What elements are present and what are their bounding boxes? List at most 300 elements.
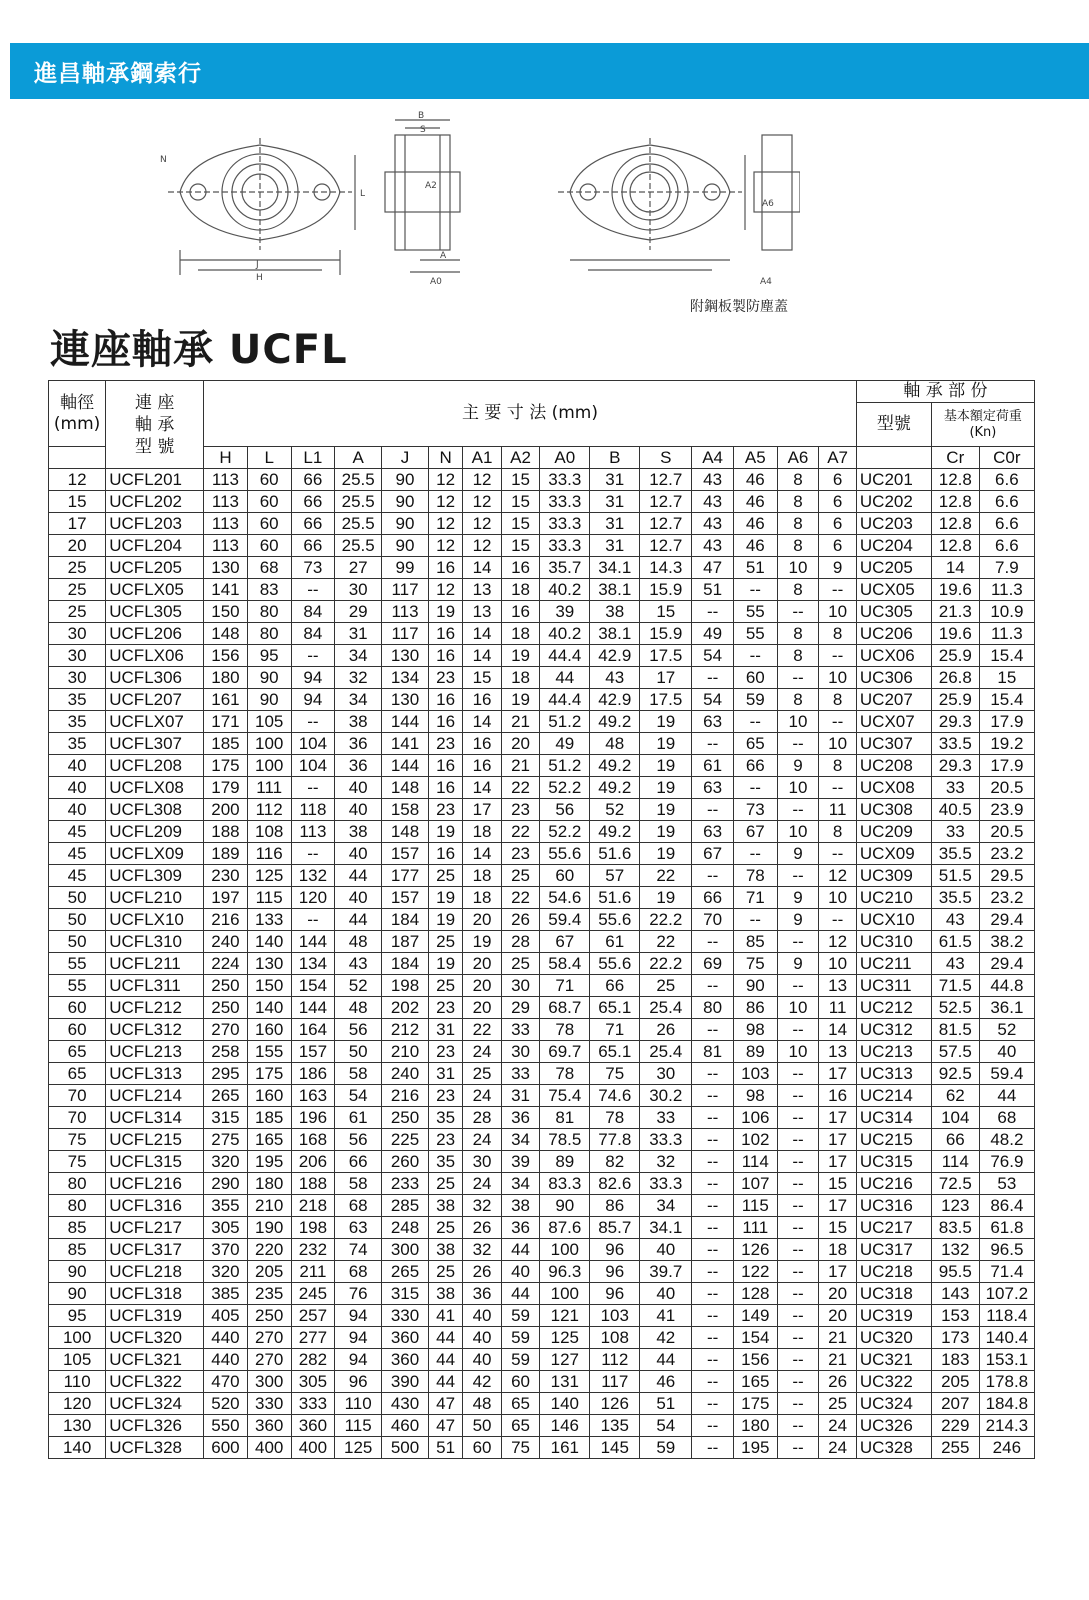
table-cell: 16 (428, 645, 462, 667)
table-row (49, 1283, 1035, 1305)
table-cell: 110 (49, 1371, 106, 1393)
table-cell: -- (692, 1107, 734, 1129)
table-cell: 83 (247, 579, 291, 601)
table-cell: 248 (382, 1217, 429, 1239)
table-cell: 8 (819, 821, 857, 843)
table-cell: 104 (291, 755, 335, 777)
table-cell: 35 (428, 1151, 462, 1173)
table-cell: 128 (733, 1283, 777, 1305)
table-cell: 187 (382, 931, 429, 953)
bearing-model-cell: UC322 (856, 1371, 931, 1393)
model-cell: UCFL317 (106, 1239, 204, 1261)
table-cell: 9 (777, 843, 819, 865)
table-cell: 68.7 (540, 997, 590, 1019)
load-rating-label: 基本額定荷重 (943, 408, 1022, 424)
table-cell: 12 (463, 469, 502, 491)
table-cell: 44 (428, 1327, 462, 1349)
table-cell: 55 (733, 601, 777, 623)
shaft-header-label: 軸徑 (60, 392, 95, 413)
model-cell: UCFLX06 (106, 645, 204, 667)
table-cell: 120 (49, 1393, 106, 1415)
table-cell: 52 (979, 1019, 1034, 1041)
table-row (49, 1217, 1035, 1239)
table-cell: -- (291, 711, 335, 733)
table-cell: 44 (640, 1349, 692, 1371)
table-cell: 60 (49, 997, 106, 1019)
table-cell: 62 (931, 1085, 979, 1107)
model-cell: UCFL305 (106, 601, 204, 623)
table-cell: 65 (501, 1415, 540, 1437)
table-cell: 26 (463, 1261, 502, 1283)
load-rating-unit: (Kn) (969, 424, 997, 440)
table-cell: 305 (291, 1371, 335, 1393)
table-cell: 270 (247, 1327, 291, 1349)
bearing-model-cell: UC217 (856, 1217, 931, 1239)
model-cell: UCFL201 (106, 469, 204, 491)
table-cell: 184 (382, 953, 429, 975)
table-cell: 34 (335, 689, 382, 711)
table-cell: 36 (501, 1217, 540, 1239)
dim-header: A2 (501, 447, 540, 469)
table-cell: 71 (590, 1019, 640, 1041)
table-cell: 18 (819, 1239, 857, 1261)
table-cell: 23 (428, 1085, 462, 1107)
table-cell: 25 (463, 1063, 502, 1085)
table-cell: 156 (204, 645, 248, 667)
table-cell: 60 (463, 1437, 502, 1459)
model-cell: UCFL306 (106, 667, 204, 689)
table-cell: 40.2 (540, 623, 590, 645)
table-row (49, 1107, 1035, 1129)
table-cell: -- (692, 1239, 734, 1261)
table-cell: 63 (692, 777, 734, 799)
table-cell: 125 (247, 865, 291, 887)
table-cell: 33 (640, 1107, 692, 1129)
table-cell: 51.5 (931, 865, 979, 887)
table-cell: 134 (291, 953, 335, 975)
table-cell: -- (692, 1085, 734, 1107)
table-cell: 12.8 (931, 491, 979, 513)
model-cell: UCFL213 (106, 1041, 204, 1063)
table-cell: 110 (335, 1393, 382, 1415)
table-cell: 185 (247, 1107, 291, 1129)
table-cell: 19 (640, 755, 692, 777)
table-cell: 113 (204, 513, 248, 535)
table-row (49, 1019, 1035, 1041)
table-cell: -- (777, 1151, 819, 1173)
table-cell: 40 (463, 1327, 502, 1349)
table-cell: 74 (335, 1239, 382, 1261)
table-cell: 20 (463, 997, 502, 1019)
table-cell: 85 (49, 1239, 106, 1261)
model-cell: UCFL326 (106, 1415, 204, 1437)
table-cell: 33 (931, 821, 979, 843)
table-cell: 100 (247, 755, 291, 777)
table-cell: 26 (640, 1019, 692, 1041)
table-cell: 30 (640, 1063, 692, 1085)
table-cell: 12 (428, 579, 462, 601)
table-cell: 258 (204, 1041, 248, 1063)
table-cell: 135 (590, 1415, 640, 1437)
table-cell: 12.7 (640, 513, 692, 535)
table-cell: 9 (777, 953, 819, 975)
table-cell: 10 (819, 601, 857, 623)
table-cell: 180 (247, 1173, 291, 1195)
table-cell: 11 (819, 799, 857, 821)
table-cell: 160 (247, 1085, 291, 1107)
table-cell: 30 (501, 975, 540, 997)
table-cell: 32 (335, 667, 382, 689)
table-cell: 17 (819, 1151, 857, 1173)
table-cell: 66 (335, 1151, 382, 1173)
table-cell: 74.6 (590, 1085, 640, 1107)
table-row (49, 1129, 1035, 1151)
table-cell: 14 (463, 645, 502, 667)
table-cell: 82.6 (590, 1173, 640, 1195)
table-cell: 63 (692, 821, 734, 843)
table-cell: 17 (819, 1261, 857, 1283)
table-cell: -- (733, 645, 777, 667)
table-cell: 500 (382, 1437, 429, 1459)
table-cell: 140.4 (979, 1327, 1034, 1349)
table-cell: 108 (590, 1327, 640, 1349)
table-row (49, 733, 1035, 755)
table-cell: 40 (640, 1283, 692, 1305)
table-cell: 125 (540, 1327, 590, 1349)
table-cell: 61 (335, 1107, 382, 1129)
table-cell: 140 (540, 1393, 590, 1415)
table-cell: 66 (291, 535, 335, 557)
table-cell: 49.2 (590, 777, 640, 799)
dim-header: S (640, 447, 692, 469)
table-cell: 15 (501, 535, 540, 557)
table-cell: 8 (819, 689, 857, 711)
table-cell: 122 (733, 1261, 777, 1283)
bearing-model-subheader-empty (856, 447, 931, 469)
table-cell: 333 (291, 1393, 335, 1415)
table-cell: 24 (819, 1437, 857, 1459)
table-cell: 315 (382, 1283, 429, 1305)
table-cell: 58 (335, 1173, 382, 1195)
table-cell: 133 (247, 909, 291, 931)
table-cell: 31 (428, 1019, 462, 1041)
table-cell: 179 (204, 777, 248, 799)
table-cell: 29 (501, 997, 540, 1019)
table-cell: 470 (204, 1371, 248, 1393)
table-cell: -- (777, 1349, 819, 1371)
table-cell: 61 (692, 755, 734, 777)
table-cell: 160 (247, 1019, 291, 1041)
table-cell: 60 (733, 667, 777, 689)
table-cell: 54 (692, 689, 734, 711)
table-cell: 10 (819, 667, 857, 689)
bearing-model-cell: UC214 (856, 1085, 931, 1107)
table-row (49, 535, 1035, 557)
table-cell: 18 (501, 579, 540, 601)
table-cell: 140 (247, 997, 291, 1019)
table-cell: 33.3 (540, 491, 590, 513)
bearing-model-cell: UC204 (856, 535, 931, 557)
table-cell: 72.5 (931, 1173, 979, 1195)
table-cell: 23.2 (979, 843, 1034, 865)
table-cell: 35 (428, 1107, 462, 1129)
table-cell: -- (777, 1063, 819, 1085)
table-cell: 117 (382, 579, 429, 601)
table-cell: 15.9 (640, 623, 692, 645)
table-cell: 43 (931, 909, 979, 931)
drawing-label-b: B (418, 111, 425, 121)
table-cell: -- (733, 909, 777, 931)
table-cell: 35 (49, 733, 106, 755)
table-cell: 184 (382, 909, 429, 931)
table-cell: -- (692, 865, 734, 887)
table-cell: 46 (640, 1371, 692, 1393)
table-row (49, 1063, 1035, 1085)
table-cell: 63 (692, 711, 734, 733)
table-cell: 205 (247, 1261, 291, 1283)
bearing-model-cell: UC321 (856, 1349, 931, 1371)
table-cell: 25 (501, 865, 540, 887)
table-cell: 100 (540, 1239, 590, 1261)
table-cell: 32 (463, 1195, 502, 1217)
drawing-label-s: S (420, 125, 426, 135)
table-cell: 144 (382, 711, 429, 733)
table-cell: 68 (335, 1195, 382, 1217)
model-cell: UCFL207 (106, 689, 204, 711)
table-cell: 132 (291, 865, 335, 887)
table-cell: 520 (204, 1393, 248, 1415)
model-cell: UCFL202 (106, 491, 204, 513)
table-cell: -- (692, 799, 734, 821)
model-cell: UCFL208 (106, 755, 204, 777)
table-cell: -- (777, 1283, 819, 1305)
table-cell: -- (692, 733, 734, 755)
table-cell: 10 (819, 733, 857, 755)
table-cell: 96 (590, 1239, 640, 1261)
table-cell: 20 (819, 1283, 857, 1305)
table-cell: 49 (540, 733, 590, 755)
bearing-model-cell: UC307 (856, 733, 931, 755)
table-cell: 40 (49, 777, 106, 799)
dim-header: L1 (291, 447, 335, 469)
table-cell: -- (777, 733, 819, 755)
table-cell: 84 (291, 623, 335, 645)
table-cell: 105 (247, 711, 291, 733)
table-cell: 38 (428, 1239, 462, 1261)
table-row (49, 1173, 1035, 1195)
bearing-part-header: 軸 承 部 份 (856, 381, 1034, 403)
table-cell: 35.5 (931, 887, 979, 909)
table-cell: 23 (428, 1129, 462, 1151)
table-cell: 33.3 (640, 1129, 692, 1151)
table-cell: 34 (335, 645, 382, 667)
table-cell: -- (692, 1283, 734, 1305)
table-cell: -- (733, 711, 777, 733)
table-cell: 105 (49, 1349, 106, 1371)
technical-drawings (150, 110, 800, 300)
table-cell: 78 (733, 865, 777, 887)
table-cell: -- (692, 601, 734, 623)
table-cell: 440 (204, 1349, 248, 1371)
table-cell: 25 (640, 975, 692, 997)
table-cell: 43 (590, 667, 640, 689)
table-cell: 70 (49, 1085, 106, 1107)
table-cell: 12 (428, 469, 462, 491)
table-cell: 163 (291, 1085, 335, 1107)
table-cell: 22.2 (640, 953, 692, 975)
table-cell: 106 (733, 1107, 777, 1129)
table-cell: 51 (428, 1437, 462, 1459)
model-cell: UCFL309 (106, 865, 204, 887)
table-cell: 49.2 (590, 755, 640, 777)
table-cell: 285 (382, 1195, 429, 1217)
table-cell: 25 (49, 579, 106, 601)
table-cell: 13 (463, 579, 502, 601)
table-cell: 198 (291, 1217, 335, 1239)
table-cell: 73 (291, 557, 335, 579)
table-cell: -- (777, 1129, 819, 1151)
table-row (49, 1327, 1035, 1349)
model-cell: UCFL320 (106, 1327, 204, 1349)
table-cell: 46 (733, 513, 777, 535)
table-row (49, 1261, 1035, 1283)
drawing-label-a: A (440, 251, 447, 261)
table-cell: 32 (640, 1151, 692, 1173)
table-cell: 30 (49, 667, 106, 689)
table-cell: 15.4 (979, 689, 1034, 711)
table-cell: 16 (428, 711, 462, 733)
table-cell: 9 (819, 557, 857, 579)
bearing-model-cell: UC308 (856, 799, 931, 821)
model-cell: UCFL318 (106, 1283, 204, 1305)
table-cell: -- (777, 975, 819, 997)
table-cell: 112 (590, 1349, 640, 1371)
table-cell: 117 (382, 623, 429, 645)
table-cell: 13 (819, 1041, 857, 1063)
table-cell: 8 (777, 535, 819, 557)
table-cell: 8 (819, 623, 857, 645)
table-cell: 60 (501, 1371, 540, 1393)
table-cell: 107 (733, 1173, 777, 1195)
table-cell: 15.9 (640, 579, 692, 601)
table-row (49, 579, 1035, 601)
table-cell: 52.5 (931, 997, 979, 1019)
table-cell: 10 (777, 557, 819, 579)
bearing-model-cell: UC211 (856, 953, 931, 975)
table-cell: 315 (204, 1107, 248, 1129)
table-cell: 12 (463, 491, 502, 513)
brand-title: 進昌軸承鋼索行 (34, 61, 202, 87)
table-cell: -- (692, 1393, 734, 1415)
main-dims-header: 主 要 寸 法 (mm) (204, 381, 857, 447)
dim-header: A0 (540, 447, 590, 469)
table-cell: 188 (291, 1173, 335, 1195)
table-cell: 90 (733, 975, 777, 997)
bearing-model-cell: UCX05 (856, 579, 931, 601)
table-cell: 68 (247, 557, 291, 579)
bearing-model-cell: UC318 (856, 1283, 931, 1305)
table-cell: 18 (501, 667, 540, 689)
model-cell: UCFLX09 (106, 843, 204, 865)
table-cell: 90 (247, 667, 291, 689)
table-cell: 205 (931, 1371, 979, 1393)
table-cell: 33.3 (540, 513, 590, 535)
table-cell: 300 (382, 1239, 429, 1261)
table-cell: 30 (463, 1151, 502, 1173)
table-cell: -- (819, 579, 857, 601)
model-cell: UCFL209 (106, 821, 204, 843)
table-cell: 75 (733, 953, 777, 975)
table-row (49, 1371, 1035, 1393)
table-cell: 154 (291, 975, 335, 997)
table-cell: 38 (590, 601, 640, 623)
table-cell: 405 (204, 1305, 248, 1327)
bearing-model-cell: UCX06 (856, 645, 931, 667)
table-cell: 61.5 (931, 931, 979, 953)
table-cell: 19.2 (979, 733, 1034, 755)
table-cell: 14.3 (640, 557, 692, 579)
model-cell: UCFL217 (106, 1217, 204, 1239)
table-cell: 16 (428, 755, 462, 777)
bearing-model-cell: UC312 (856, 1019, 931, 1041)
table-cell: 12 (49, 469, 106, 491)
table-cell: 38 (335, 711, 382, 733)
table-cell: 92.5 (931, 1063, 979, 1085)
table-cell: 25 (428, 931, 462, 953)
table-cell: -- (692, 1151, 734, 1173)
table-cell: 178.8 (979, 1371, 1034, 1393)
table-cell: 15 (501, 513, 540, 535)
table-cell: 8 (819, 755, 857, 777)
table-cell: 370 (204, 1239, 248, 1261)
bearing-model-cell: UC209 (856, 821, 931, 843)
table-cell: 71 (733, 887, 777, 909)
table-cell: 65.1 (590, 1041, 640, 1063)
table-cell: -- (819, 909, 857, 931)
table-cell: 460 (382, 1415, 429, 1437)
table-row (49, 1415, 1035, 1437)
table-row (49, 623, 1035, 645)
table-cell: 78 (540, 1019, 590, 1041)
table-cell: 112 (247, 799, 291, 821)
table-cell: 38.1 (590, 579, 640, 601)
table-cell: 210 (247, 1195, 291, 1217)
table-cell: 36 (335, 755, 382, 777)
table-cell: -- (692, 1305, 734, 1327)
table-cell: -- (777, 1195, 819, 1217)
bearing-model-cell: UCX10 (856, 909, 931, 931)
table-cell: 94 (291, 689, 335, 711)
model-cell: UCFL319 (106, 1305, 204, 1327)
table-cell: 102 (733, 1129, 777, 1151)
front-view-drawing-2 (558, 138, 745, 270)
table-cell: 270 (247, 1349, 291, 1371)
table-cell: 42.9 (590, 689, 640, 711)
table-cell: 60 (247, 513, 291, 535)
drawing-label-n: N (160, 155, 167, 165)
table-cell: 66 (931, 1129, 979, 1151)
table-cell: 19 (501, 645, 540, 667)
table-cell: 16 (463, 733, 502, 755)
table-cell: 24 (463, 1085, 502, 1107)
table-cell: 8 (777, 491, 819, 513)
table-row (49, 601, 1035, 623)
table-cell: 126 (590, 1393, 640, 1415)
table-cell: 240 (204, 931, 248, 953)
table-cell: 39.7 (640, 1261, 692, 1283)
table-cell: 34 (640, 1195, 692, 1217)
table-cell: 94 (291, 667, 335, 689)
